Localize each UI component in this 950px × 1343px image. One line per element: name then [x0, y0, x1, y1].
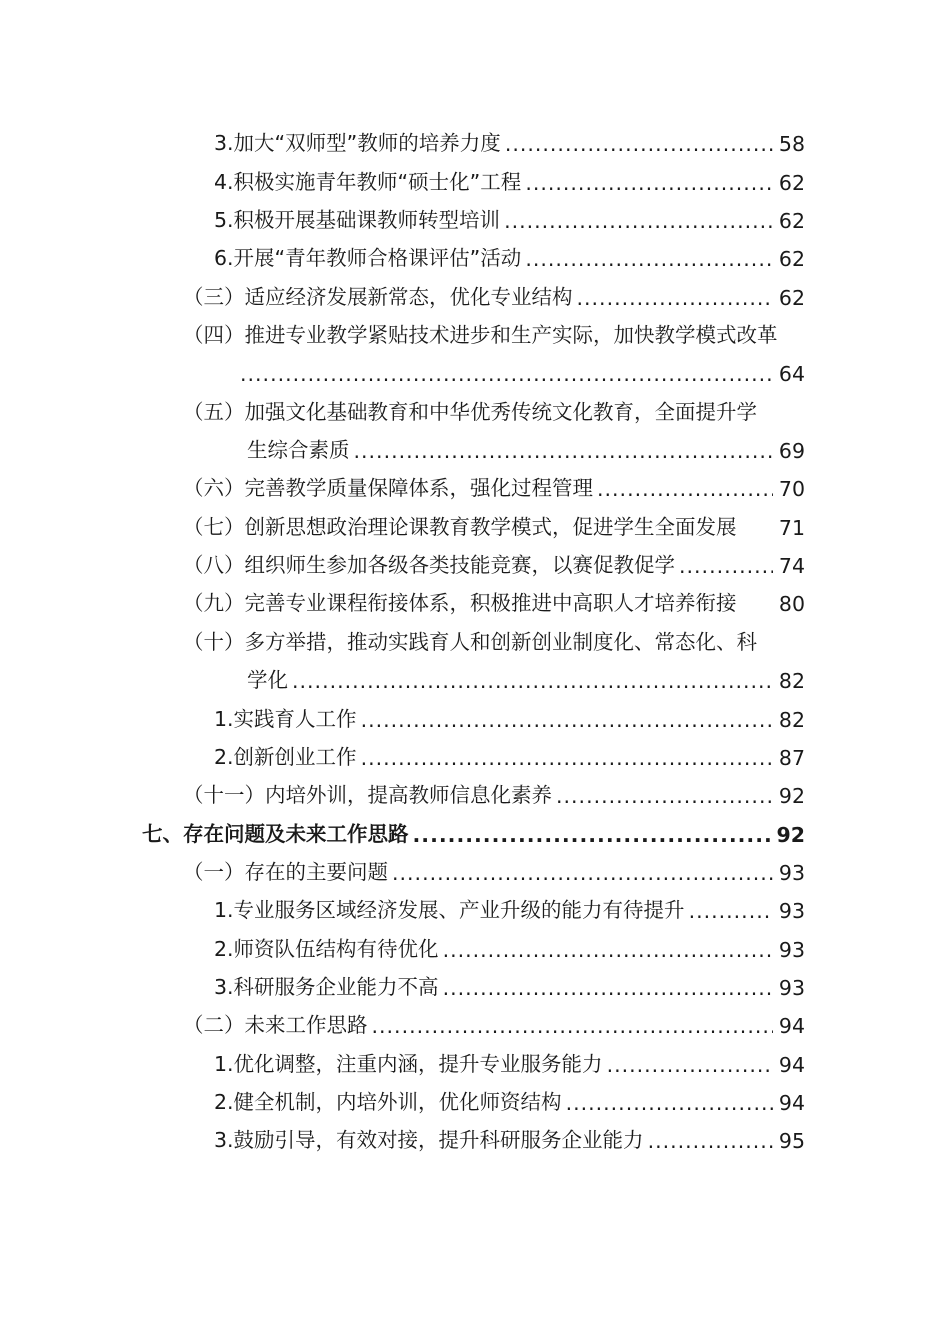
- toc-entry-title: 学化: [247, 668, 288, 693]
- toc-entry-title: 七、存在问题及未来工作思路: [142, 821, 409, 846]
- toc-entry-page-number: 92: [776, 822, 805, 847]
- toc-entry-title: 生综合素质: [247, 438, 350, 463]
- toc-entry-page-number: 94: [778, 1052, 805, 1077]
- dot-leader: [240, 362, 773, 386]
- dot-leader: [392, 861, 773, 885]
- toc-entry[interactable]: [0, 1077, 950, 1115]
- toc-entry[interactable]: [0, 540, 950, 578]
- toc-entry-title: （七）创新思想政治理论课教育教学模式，促进学生全面发展: [183, 514, 737, 539]
- toc-entry-title: 1.专业服务区域经济发展、产业升级的能力有待提升: [214, 898, 685, 923]
- toc-entry[interactable]: [0, 923, 950, 961]
- toc-entry-page-number: 62: [778, 247, 805, 272]
- toc-entry-page-number: 93: [778, 860, 805, 885]
- dot-leader: [607, 1053, 773, 1077]
- toc-entry[interactable]: [0, 732, 950, 770]
- toc-entry[interactable]: [0, 425, 950, 463]
- toc-entry-title: （十）多方举措，推动实践育人和创新创业制度化、常态化、科: [183, 629, 757, 654]
- toc-entry-page-number: 71: [778, 515, 805, 540]
- dot-leader: [525, 247, 773, 271]
- toc-entry-page-number: 93: [778, 937, 805, 962]
- toc-entry[interactable]: [0, 501, 950, 539]
- dot-leader: [361, 746, 773, 770]
- toc-entry-page-number: 80: [778, 592, 805, 617]
- toc-entry[interactable]: [0, 310, 950, 348]
- toc-entry-title: 3.加大“双师型”教师的培养力度: [214, 131, 501, 156]
- toc-entry[interactable]: [0, 655, 950, 693]
- toc-entry-title: 2.创新创业工作: [214, 744, 357, 769]
- toc-entry[interactable]: [0, 1000, 950, 1038]
- toc-entry[interactable]: [0, 271, 950, 309]
- dot-leader: [372, 1014, 773, 1038]
- toc-entry-page-number: 93: [778, 899, 805, 924]
- toc-entry[interactable]: [0, 1038, 950, 1076]
- toc-entry-title: （一）存在的主要问题: [183, 859, 388, 884]
- toc-entry-title: 2.健全机制，内培外训，优化师资结构: [214, 1089, 562, 1114]
- toc-entry-title: （六）完善教学质量保障体系，强化过程管理: [183, 476, 593, 501]
- toc-entry-page-number: 70: [778, 477, 805, 502]
- toc-entry-page-number: 82: [778, 669, 805, 694]
- toc-entry-page-number: 94: [778, 1014, 805, 1039]
- toc-entry-page-number: 58: [778, 132, 805, 157]
- dot-leader: [504, 209, 773, 233]
- toc-entry[interactable]: [0, 808, 950, 846]
- dot-leader: [354, 439, 773, 463]
- toc-entry-title: （四）推进专业教学紧贴技术进步和生产实际，加快教学模式改革: [183, 323, 778, 348]
- toc-entry-page-number: 82: [778, 707, 805, 732]
- toc-entry[interactable]: [0, 770, 950, 808]
- dot-leader: [556, 784, 773, 808]
- toc-entry-title: 5.积极开展基础课教师转型培训: [214, 208, 501, 233]
- toc-entry[interactable]: [0, 195, 950, 233]
- toc-entry-page-number: 64: [778, 362, 805, 387]
- toc-entry-page-number: 62: [778, 170, 805, 195]
- dot-leader: [648, 1129, 773, 1153]
- dot-leader: [679, 554, 773, 578]
- toc-entry[interactable]: [0, 693, 950, 731]
- toc-entry-title: （十一）内培外训，提高教师信息化素养: [183, 783, 552, 808]
- toc-entry[interactable]: [0, 962, 950, 1000]
- toc-entry[interactable]: [0, 1115, 950, 1153]
- toc-entry-title: 6.开展“青年教师合格课评估”活动: [214, 246, 522, 271]
- toc-entry-title: 2.师资队伍结构有待优化: [214, 936, 439, 961]
- toc-entry-page-number: 87: [778, 745, 805, 770]
- toc-entry-page-number: 69: [778, 439, 805, 464]
- dot-leader: [525, 171, 773, 195]
- toc-entry[interactable]: [0, 118, 950, 156]
- toc-entry[interactable]: [0, 463, 950, 501]
- dot-leader: [443, 938, 773, 962]
- toc-entry[interactable]: [0, 885, 950, 923]
- toc-entry-page-number: 95: [778, 1129, 805, 1154]
- toc-entry-page-number: 62: [778, 209, 805, 234]
- dot-leader: [292, 669, 773, 693]
- toc-entry-title: （五）加强文化基础教育和中华优秀传统文化教育，全面提升学: [183, 399, 757, 424]
- dot-leader: [689, 899, 773, 923]
- toc-entry-page-number: 93: [778, 975, 805, 1000]
- dot-leader: [361, 708, 773, 732]
- toc-entry-page-number: 62: [778, 285, 805, 310]
- toc-entry-title: （二）未来工作思路: [183, 1013, 368, 1038]
- toc-entry[interactable]: [0, 578, 950, 616]
- toc-entry[interactable]: [0, 233, 950, 271]
- toc-entry-page-number: 74: [778, 554, 805, 579]
- toc-entry-title: （九）完善专业课程衔接体系，积极推进中高职人才培养衔接: [183, 591, 737, 616]
- toc-entry[interactable]: [0, 156, 950, 194]
- toc-entry-title: 1.实践育人工作: [214, 706, 357, 731]
- dot-leader: [566, 1091, 773, 1115]
- table-of-contents: [0, 118, 950, 1153]
- toc-entry-title: 1.优化调整，注重内涵，提升专业服务能力: [214, 1051, 603, 1076]
- toc-entry-page-number: 92: [778, 784, 805, 809]
- toc-entry-title: 4.积极实施青年教师“硕士化”工程: [214, 169, 522, 194]
- toc-entry-title: 3.科研服务企业能力不高: [214, 974, 439, 999]
- dot-leader: [577, 286, 773, 310]
- toc-entry[interactable]: [0, 386, 950, 424]
- dot-leader: [443, 976, 773, 1000]
- dot-leader: [505, 132, 773, 156]
- toc-entry[interactable]: [0, 847, 950, 885]
- toc-entry-page-number: 94: [778, 1090, 805, 1115]
- dot-leader: [413, 823, 771, 847]
- toc-entry-title: （八）组织师生参加各级各类技能竞赛，以赛促教促学: [183, 553, 675, 578]
- toc-entry-title: 3.鼓励引导，有效对接，提升科研服务企业能力: [214, 1128, 644, 1153]
- toc-entry[interactable]: [0, 616, 950, 654]
- toc-entry-title: （三）适应经济发展新常态，优化专业结构: [183, 284, 573, 309]
- dot-leader: [597, 477, 773, 501]
- toc-entry[interactable]: [0, 348, 950, 386]
